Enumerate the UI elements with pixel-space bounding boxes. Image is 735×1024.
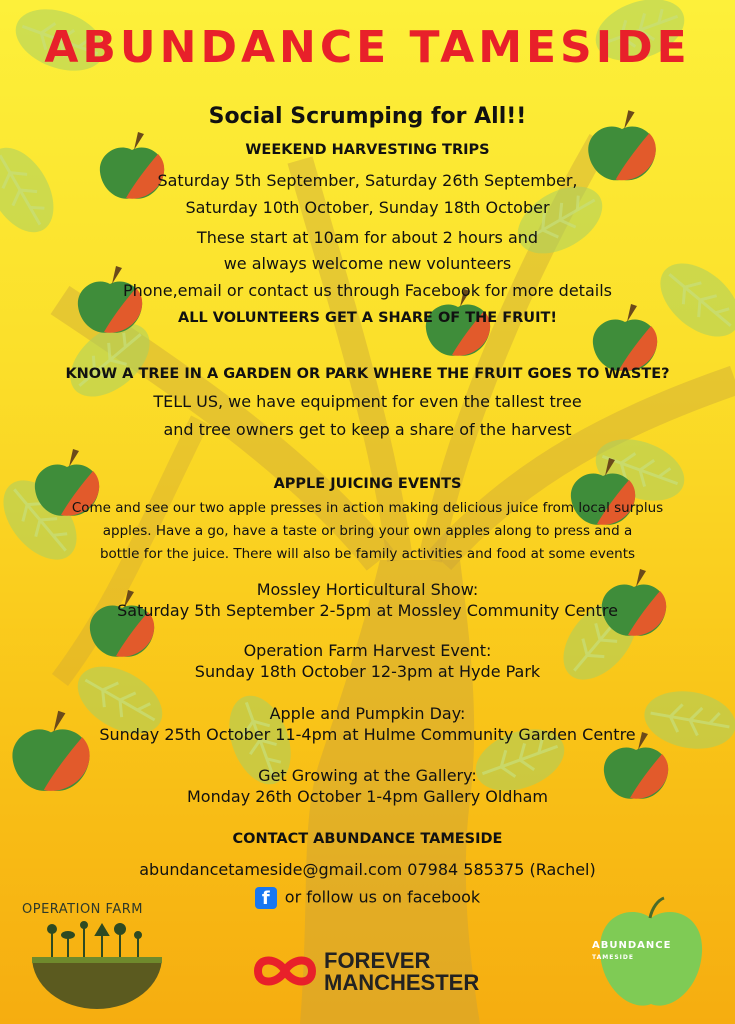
event-name: Get Growing at the Gallery:	[258, 766, 477, 785]
contact-email-phone: abundancetameside@gmail.com 07984 585375 (Rachel)	[139, 860, 596, 879]
contact-heading: CONTACT ABUNDANCE TAMESIDE	[232, 831, 503, 847]
event-name: Apple and Pumpkin Day:	[269, 704, 466, 723]
abundance-tameside-logo	[592, 896, 710, 1014]
harvest-start-1: These start at 10am for about 2 hours and	[196, 228, 539, 247]
tree-question: KNOW A TREE IN A GARDEN OR PARK WHERE THE FRUIT GOES TO WASTE?	[65, 366, 670, 382]
event-details: Sunday 18th October 12-3pm at Hyde Park	[194, 662, 541, 681]
facebook-text: or follow us on facebook	[284, 887, 481, 907]
tree-line-2: and tree owners get to keep a share of the harvest	[163, 420, 572, 439]
forever-text: FOREVER	[324, 948, 431, 973]
facebook-icon[interactable]: f	[255, 887, 277, 909]
harvest-share: ALL VOLUNTEERS GET A SHARE OF THE FRUIT!	[178, 310, 557, 326]
operation-farm-graphic	[22, 917, 172, 1009]
event-details: Monday 26th October 1-4pm Gallery Oldham	[187, 787, 548, 806]
poster-subtitle: Social Scrumping for All!!	[208, 104, 527, 129]
event-details: Sunday 25th October 11-4pm at Hulme Community Garden Centre	[99, 725, 636, 744]
harvest-start-2: we always welcome new volunteers	[223, 254, 512, 273]
event-details: Saturday 5th September 2-5pm at Mossley Community Centre	[117, 601, 618, 620]
harvest-dates-2: Saturday 10th October, Sunday 18th October	[185, 198, 550, 217]
harvest-heading: WEEKEND HARVESTING TRIPS	[245, 142, 490, 158]
harvest-dates-1: Saturday 5th September, Saturday 26th September,	[157, 171, 578, 190]
juicing-desc-2: apples. Have a go, have a taste or bring your own apples along to press and a	[102, 523, 633, 539]
juicing-desc-3: bottle for the juice. There will also be family activities and food at some events	[99, 546, 636, 562]
harvest-contact: Phone,email or contact us through Facebook for more details	[123, 281, 612, 300]
poster-title: ABUNDANCE TAMESIDE	[44, 22, 691, 73]
tameside-logo-text: TAMESIDE	[592, 954, 634, 961]
event-name: Mossley Horticultural Show:	[256, 580, 479, 599]
forever-manchester-logo	[252, 946, 512, 998]
abundance-logo-text: ABUNDANCE	[592, 940, 672, 951]
juicing-heading: APPLE JUICING EVENTS	[273, 476, 462, 492]
tree-line-1: TELL US, we have equipment for even the tallest tree	[153, 392, 582, 411]
juicing-desc-1: Come and see our two apple presses in action making delicious juice from local surplus	[71, 500, 664, 516]
event-name: Operation Farm Harvest Event:	[243, 641, 492, 660]
operation-farm-text: OPERATION FARM	[22, 902, 143, 917]
manchester-text: MANCHESTER	[324, 970, 480, 995]
infinity-heart-icon	[252, 946, 318, 996]
operation-farm-logo	[22, 902, 172, 1012]
